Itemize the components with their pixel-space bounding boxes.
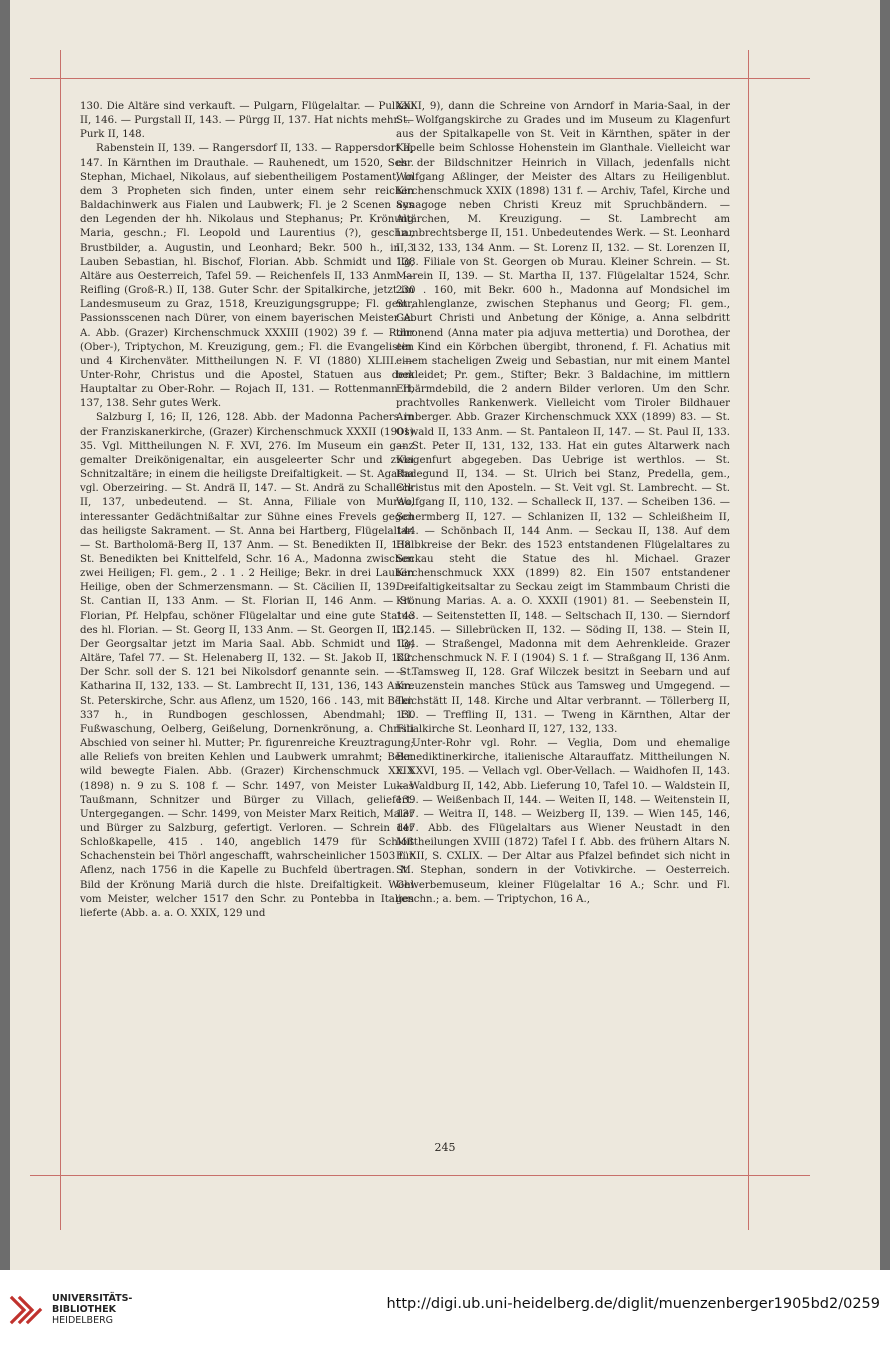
text-paragraph: Unter-Rohr vgl. Rohr. — Veglia, Dom und ehemalige Benediktinerkirche, italienische Altarauffatz. Mittheilungen N. F. XXVI, 195. — Vellach vgl. Ober-Vellach. — Waidhofen II, 143. — Waldburg II, 142, Abb. Lieferung 10, Tafel 10. — Waldstein II, 139. — Weißenbach II, 144. — Weiten II, 148. — Weitenstein II, 137. — Weitra II, 148. — Weizberg II, 139. — Wien 145, 146, 147. Abb. des Flügelaltars aus Wiener Neustadt in den Mittheilungen XVIII (1872) Tafel I f. Abb. des frühern Altars N. F. XII, S. CXLIX. — Der Altar aus Pfalzel befindet sich nicht in St. Stephan, sondern in der Votivkirche. — Oesterreich. Gewerbemuseum, kleiner Flügelaltar 16 A.; Schr. und Fl. geschn.; a. bem. — Triptychon, 16 A.,: [396, 738, 730, 905]
scanned-page: [10, 0, 880, 1270]
text-paragraph: XXXI, 9), dann die Schreine von Arndorf in Maria-Saal, in der St. Wolfgangskirche zu Grades und im Museum zu Klagenfurt aus der Spitalkapelle von St. Veit in Kärnthen, später in der Kapelle beim Schlosse Hohenstein im Glanthale. Vielleicht war es der Bildschnitzer Heinrich in Villach, jedenfalls nicht Wolfgang Aßlinger, der Meister des Altars zu Heiligenblut. Kirchenschmuck XXIX (1898) 131 f. — Archiv, Tafel, Kirche und Synagoge neben Christi Kreuz mit Spruchbändern. — Altärchen, M. Kreuzigung. — St. Lambrecht am Lambrechtsberge II, 151. Unbedeutendes Werk. — St. Leonhard II, 132, 133, 134 Anm. — St. Lorenz II, 132. — St. Lorenzen II, 138. Filiale von St. Georgen ob Murau. Kleiner Schrein. — St. Marein II, 139. — St. Martha II, 137. Flügelaltar 1524, Schr. 230 . 160, mit Bekr. 600 h., Madonna auf Mondsichel im Strahlenglanze, zwischen Stephanus und Georg; Fl. gem., Geburt Christi und Anbetung der Könige, a. Anna selbdritt thronend (Anna mater pia adjuva mettertia) und Dorothea, der ein Kind ein Körbchen übergibt, thronend, f. Fl. Achatius mit einem stacheligen Zweig und Sebastian, nur mit einem Mantel bekleidet; Pr. gem., Stifter; Bekr. 3 Baldachine, im mittlern Erbärmdebild, die 2 andern Bilder verloren. Um den Schr. prachtvolles Rankenwerk. Vielleicht vom Tiroler Bildhauer Arnberger. Abb. Grazer Kirchenschmuck XXX (1899) 83. — St. Oswald II, 133 Anm. — St. Pantaleon II, 147. — St. Paul II, 133. — St. Peter II, 131, 132, 133. Hat ein gutes Altarwerk nach Klagenfurt abgegeben. Das Uebrige ist werthlos. — St. Radegund II, 134. — St. Ulrich bei Stanz, Predella, gem., Christus mit den Aposteln. — St. Veit vgl. St. Lambrecht. — St. Wolfgang II, 110, 132. — Schalleck II, 137. — Scheiben 136. — Schermberg II, 127. — Schlanizen II, 132 — Schleißheim II, 144. — Schönbach II, 144 Anm. — Seckau II, 138. Auf dem Halbkreise der Bekr. des 1523 entstandenen Flügelaltares zu Seckau steht die Statue des hl. Michael. Grazer Kirchenschmuck XXX (1899) 82. Ein 1507 entstandener Dreifaltigkeitsaltar zu Seckau zeigt im Stammbaum Christi die Krönung Marias. A. a. O. XXXII (1901) 81. — Seebenstein II, 143. — Seitenstetten II, 148. — Seltschach II, 130. — Sierndorf II, 145. — Sillebrücken II, 132. — Söding II, 138. — Stein II, 134. — Straßengel, Madonna mit dem Aehrenkleide. Grazer Kirchenschmuck N. F. I (1904) S. 1 f. — Straßgang II, 136 Anm. — Tamsweg II, 128. Graf Wilczek besitzt in Seebarn und auf Kreuzenstein manches Stück aus Tamsweg und Umgegend. — Teichstätt II, 148. Kirche und Altar verbrannt. — Töllerberg II, 130. — Treffling II, 131. — Tweng in Kärnthen, Altar der Filialkirche St. Leonhard II, 127, 132, 133.: [396, 101, 730, 735]
footer-bar: [0, 1270, 890, 1347]
text-column-left: [80, 100, 414, 1100]
text-paragraph: Rabenstein II, 139. — Rangersdorf II, 133. — Rappersdorf II, 147. In Kärnthen im Drauthale. — Rauhenedt, um 1520, Schr. Stephan, Michael, Nikolaus, auf siebentheiligem Postament, in dem 3 Propheten sich finden, unter einem sehr reichen Baldachinwerk aus Fialen und Laubwerk; Fl. je 2 Scenen aus den Legenden der hh. Nikolaus und Stephanus; Pr. Krönung Maria, geschn.; Fl. Leopold und Laurentius (?), geschn., Brustbilder, a. Augustin, und Leonhard; Bekr. 500 h., in 3 Lauben Sebastian, hl. Bischof, Florian. Abb. Schmidt und Ilg, Altäre aus Oesterreich, Tafel 59. — Reichenfels II, 133 Anm. — Reifling (Groß-R.) II, 138. Guter Schr. der Spitalkirche, jetzt im Landesmuseum zu Graz, 1518, Kreuzigungsgruppe; Fl. gem., Passionsscenen nach Dürer, von einem bayerischen Meister A. A. Abb. (Grazer) Kirchenschmuck XXXIII (1902) 39 f. — Rohr (Ober-), Triptychon, M. Kreuzigung, gem.; Fl. die Evangelisten und 4 Kirchenväter. Mittheilungen N. F. VI (1880) XLIII. — Unter-Rohr, Christus und die Apostel, Statuen aus dem Hauptaltar zu Ober-Rohr. — Rojach II, 131. — Rottenmann II, 137, 138. Sehr gutes Werk.: [80, 143, 414, 410]
library-name-line2: BIBLIOTHEK: [52, 1304, 116, 1315]
margin-rule-top: [30, 78, 810, 79]
text-paragraph: Salzburg I, 16; II, 126, 128. Abb. der Madonna Pachers in der Franziskanerkirche, (Grazer) Kirchenschmuck XXXII (1901) 35. Vgl. Mittheilungen N. F. XVI, 276. Im Museum ein ganz gemalter Dreikönigenaltar, ein ausgeleerter Schr und zwei Schnitzaltäre; in einem die heiligste Dreifaltigkeit. — St. Agatha vgl. Oberzeiring. — St. Andrä II, 147. — St. Andrä zu Schalleck II, 137, unbedeutend. — St. Anna, Filiale von Murau, interessanter Gedächtnißaltar zur Sühne eines Frevels gegen das heiligste Sakrament. — St. Anna bei Hartberg, Flügelaltar. — St. Bartholomä-Berg II, 137 Anm. — St. Benedikten II, 138. St. Benedikten bei Knittelfeld, Schr. 16 A., Madonna zwischen zwei Heiligen; Fl. gem., 2 . 1 . 2 Heilige; Bekr. in drei Lauben Heilige, oben der Schmerzensmann. — St. Cäcilien II, 139. — St. Cantian II, 133 Anm. — St. Florian II, 146 Anm. — St. Florian, Pf. Helpfau, schöner Flügelaltar und eine gute Statue des hl. Florian. — St. Georg II, 133 Anm. — St. Georgen II, 132. Der Georgsaltar jetzt im Maria Saal. Abb. Schmidt und Ilg, Altäre, Tafel 77. — St. Helenaberg II, 132. — St. Jakob II, 132. Der Schr. soll der S. 121 bei Nikolsdorf genannte sein. — St. Katharina II, 132, 133. — St. Lambrecht II, 131, 136, 143 Anm. St. Peterskirche, Schr. aus Aflenz, um 1520, 166 . 143, mit Bekr. 337 h., in Rundbogen geschlossen, Abendmahl; Fl. Fußwaschung, Oelberg, Geißelung, Dornenkrönung, a. Christi Abschied von seiner hl. Mutter; Pr. figurenreiche Kreuztragung; alle Reliefs von breiten Kehlen und Laubwerk umrahmt; Bekr. wild bewegte Fialen. Abb. (Grazer) Kirchenschmuck XXIX (1898) n. 9 zu S. 108 f. — Schr. 1497, von Meister Lukas Taußmann, Schnitzer und Bürger zu Villach, geliefert. Untergegangen. — Schr. 1499, von Meister Marx Reitich, Maler und Bürger zu Salzburg, gefertigt. Verloren. — Schrein der Schloßkapelle, 415 . 140, angeblich 1479 für Schloß Schachenstein bei Thörl angeschafft, wahrscheinlicher 1503 für Aflenz, nach 1756 in die Kapelle zu Buchfeld übertragen. M. Bild der Krönung Mariä durch die hlste. Dreifaltigkeit. Wohl vom Meister, welcher 1517 den Schr. zu Pontebba in Italien lieferte (Abb. a. a. O. XXIX, 129 und: [80, 412, 414, 919]
library-logo-icon: [8, 1290, 44, 1326]
permalink-url[interactable]: http://digi.ub.uni-heidelberg.de/diglit/muenzenberger1905bd2/0259: [386, 1296, 880, 1312]
library-name-line1: UNIVERSITÄTS-: [52, 1293, 133, 1304]
library-name: [52, 1293, 132, 1326]
text-column-right: [396, 100, 730, 1100]
text-paragraph: 130. Die Altäre sind verkauft. — Pulgarn, Flügelaltar. — Pulkau II, 146. — Purgstall II, 143. — Pürgg II, 137. Hat nichts mehr. — Purk II, 148.: [80, 101, 414, 141]
margin-rule-right: [748, 50, 749, 1230]
margin-rule-left: [60, 50, 61, 1230]
page-number: 245: [434, 1141, 456, 1154]
library-name-line3: HEIDELBERG: [52, 1315, 114, 1326]
margin-rule-bottom: [30, 1175, 810, 1176]
